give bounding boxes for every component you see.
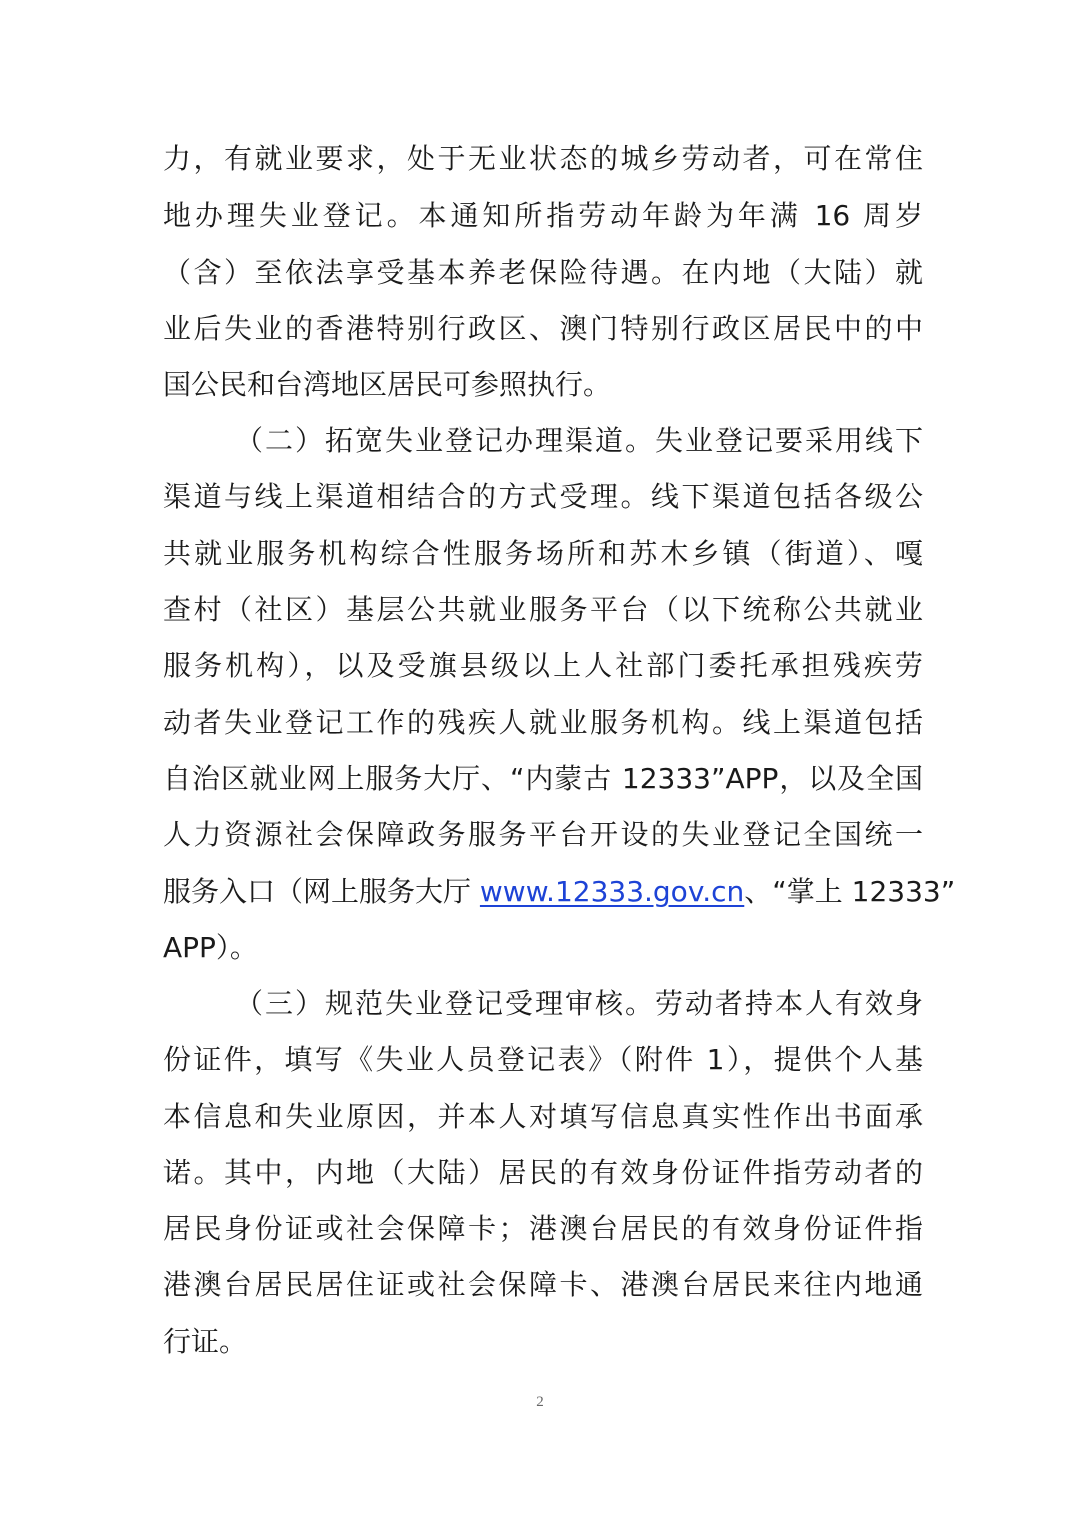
text-line: 诺。其中，内地（大陆）居民的有效身份证件指劳动者的 — [163, 1156, 923, 1189]
section-heading-line: （二）拓宽失业登记办理渠道。失业登记要采用线下 — [235, 424, 923, 457]
text-line: 业后失业的香港特别行政区、澳门特别行政区居民中的中 — [163, 312, 923, 345]
text-line: 力，有就业要求，处于无业状态的城乡劳动者，可在常住 — [163, 142, 923, 175]
text-line-with-link — [163, 870, 956, 914]
text-line: 查村（社区）基层公共就业服务平台（以下统称公共就业 — [163, 593, 923, 626]
text-segment: 服务入口（网上服务大厅 — [163, 875, 480, 908]
section-heading-line: （三）规范失业登记受理审核。劳动者持本人有效身 — [235, 987, 923, 1020]
text-line: 地办理失业登记。本通知所指劳动年龄为年满 16 周岁 — [163, 199, 923, 232]
text-line: 行证。 — [163, 1325, 248, 1358]
text-line: （含）至依法享受基本养老保险待遇。在内地（大陆）就 — [163, 256, 923, 289]
text-line: 动者失业登记工作的残疾人就业服务机构。线上渠道包括 — [163, 706, 923, 739]
text-segment: 、“掌上 12333” — [744, 875, 956, 908]
page-number: 2 — [536, 1394, 544, 1410]
website-link[interactable]: www.12333.gov.cn — [479, 875, 745, 908]
text-line: 居民身份证或社会保障卡；港澳台居民的有效身份证件指 — [163, 1212, 923, 1245]
text-line: 自治区就业网上服务大厅、“内蒙古 12333”APP，以及全国 — [163, 762, 923, 795]
text-line: 人力资源社会保障政务服务平台开设的失业登记全国统一 — [163, 818, 923, 851]
text-line: APP）。 — [163, 931, 258, 964]
text-line: 港澳台居民居住证或社会保障卡、港澳台居民来往内地通 — [163, 1268, 923, 1301]
text-line: 份证件，填写《失业人员登记表》（附件 1），提供个人基 — [163, 1043, 923, 1076]
text-line: 本信息和失业原因，并本人对填写信息真实性作出书面承 — [163, 1100, 923, 1133]
text-line: 服务机构），以及受旗县级以上人社部门委托承担残疾劳 — [163, 649, 923, 682]
text-line: 国公民和台湾地区居民可参照执行。 — [163, 368, 612, 401]
text-line: 共就业服务机构综合性服务场所和苏木乡镇（街道）、嘎 — [163, 537, 923, 570]
text-line: 渠道与线上渠道相结合的方式受理。线下渠道包括各级公 — [163, 480, 923, 513]
